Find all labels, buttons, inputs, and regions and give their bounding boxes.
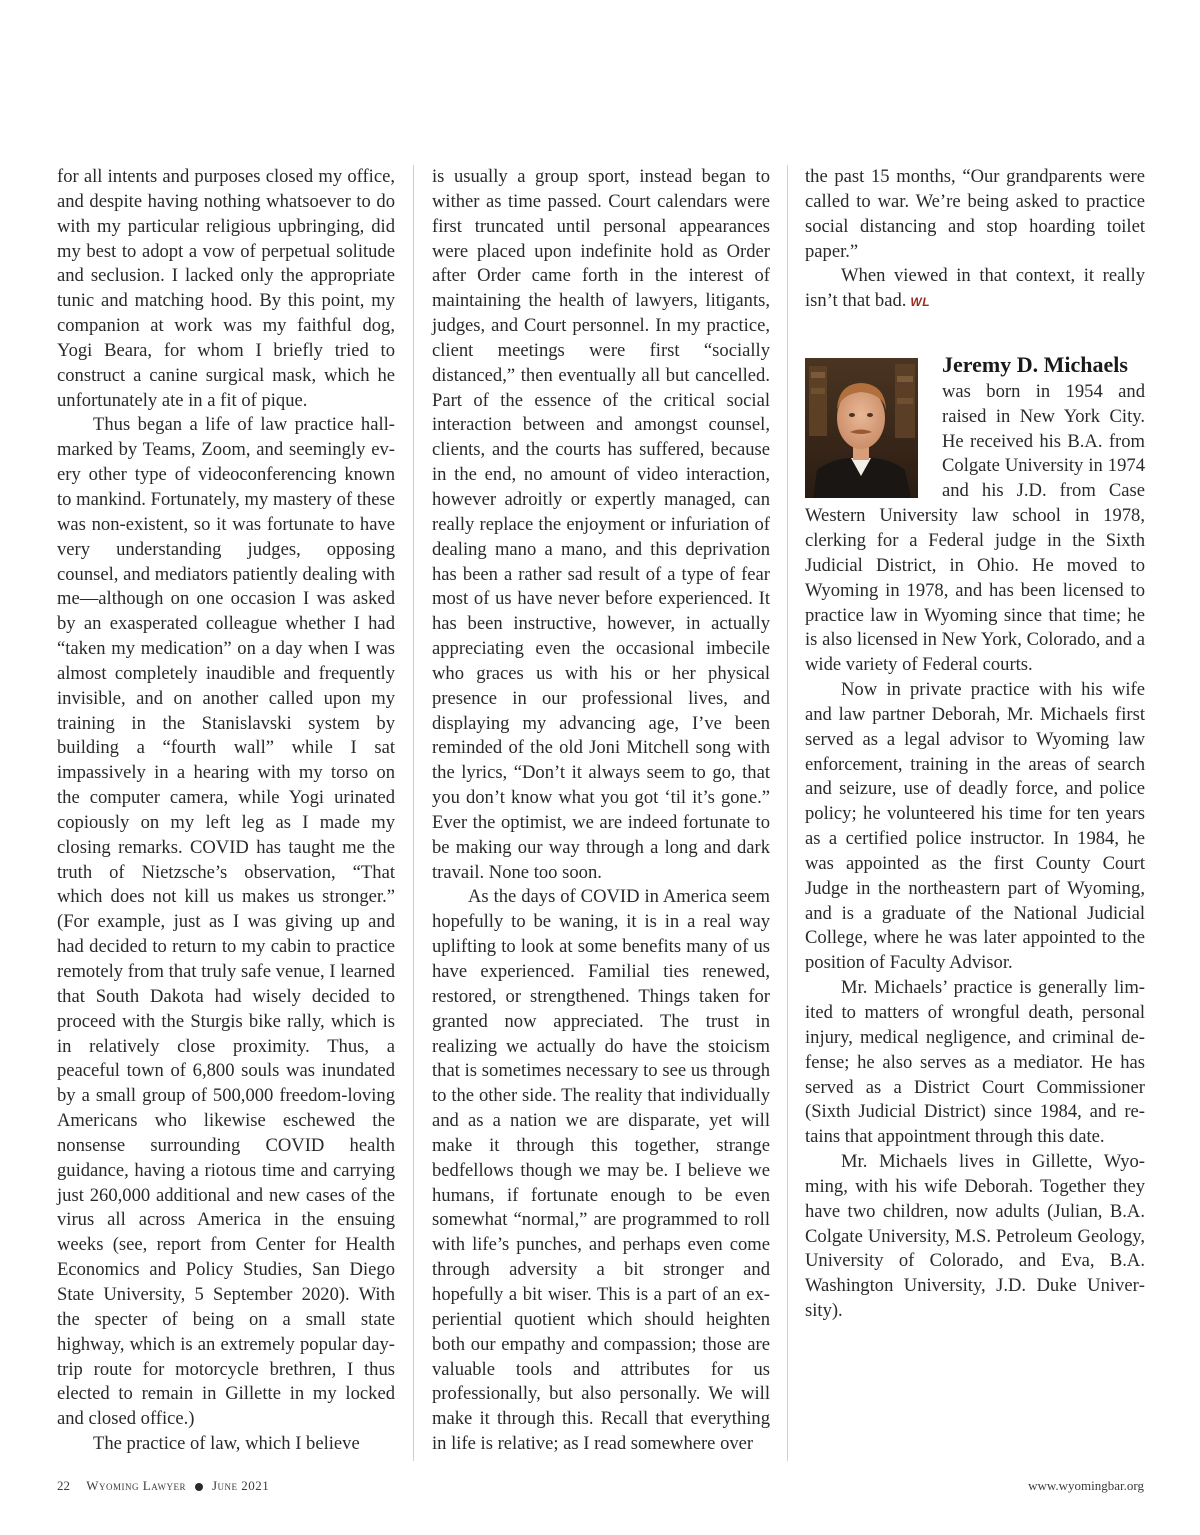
article-column-1 — [57, 165, 395, 1457]
author-name: Jeremy D. Michaels — [942, 352, 1128, 378]
bullet-icon — [195, 1483, 203, 1491]
bio-text: was born in 1954 and raised in New York City. He received his B.A. from Colgate University in 1974 and his J.D. from Case Western University law school in 1978, clerking for a Federal judge in the Sixth Judicial District, in Ohio. He moved to Wyoming in 1978, and has been licensed to practice law in Wyoming since that time; he is also licensed in New York, Colorado, and a wide variety of Federal courts. — [805, 380, 1145, 676]
closing-text: When viewed in that context, it really isn’t that bad. — [805, 265, 1145, 312]
article-paragraph: Thus began a life of law practice hallmarked by Teams, Zoom, and seemingly every other type of videoconferencing known to mankind. Fortunately, my mastery of these was non-existent, so it was fortunate to have very understanding judges, opposing counsel, and mediators patiently dealing with me—although on one occasion I was asked by an exasperated colleague whether I had “taken my medication” on a day when I was almost completely inaudible and frequently invisible, and on another called upon my training in the Stanislavski system by building a “fourth wall” while I sat impassively in a hearing with my torso on the computer camera, while Yogi urinated copiously on my left leg as I made my closing remarks. COVID has taught me the truth of Nietzsche’s observation, “That which does not kill us makes us stronger.” (For example, just as I was giving up and had decided to return to my cabin to practice remotely from that truly safe venue, I learned that South Dakota had wisely decided to proceed with the Sturgis bike rally, which is in relatively close proximity. Thus, a peaceful town of 6,800 souls was inundated by a small group of 500,000 freedom-loving Americans who likewise eschewed the nonsense surrounding COVID health guidance, having a riotous time and carrying just 260,000 additional and new cases of the virus all across America in the ensuing weeks (see, report from Center for Health Economics and Policy Studies, San Diego State University, 5 September 2020). With the specter of being on a small state highway, which is an extremely popular day-trip route for motorcycle brethren, I thus elected to remain in Gillette in my locked and closed office.) — [57, 414, 395, 1430]
article-paragraph: The practice of law, which I believe — [93, 1433, 360, 1455]
bio-paragraph: Mr. Michaels lives in Gillette, Wyoming, with his wife Deborah. Together they have two children, now adults (Julian, B.A. Colgate University, M.S. Petroleum Geology, University of Colorado, and Eva, B.A. Washington University, J.D. Duke University). — [805, 1151, 1145, 1322]
column-divider — [787, 165, 788, 1461]
author-photo — [805, 358, 918, 498]
magazine-title: Wyoming Lawyer — [86, 1478, 186, 1493]
column-divider — [413, 165, 414, 1461]
article-closing-paragraph — [805, 264, 1145, 315]
page-number: 22 — [57, 1478, 70, 1493]
wl-end-mark: WL — [910, 295, 931, 310]
article-paragraph: As the days of COVID in America seem hopefully to be waning, it is in a real way uplifting to look at some benefits many of us have experienced. Familial ties renewed, restored, or strengthened. Things taken for granted now appreciated. The trust in realizing we actually do have the stoicism that is sometimes necessary to see us through to the other side. The reality that individually and as a nation we are disparate, yet will make it through this together, strange bedfellows though we may be. I believe we humans, if fortunate enough to be even somewhat “normal,” are programmed to roll with life’s punches, and perhaps even come through adversity a bit stronger and hopefully a bit wiser. This is a part of an experiential quotient which should heighten both our empathy and compassion; those are valuable tools and attributes for us professionally, but also personally. We will make it through this. Recall that everything in life is relative; as I read somewhere over — [432, 886, 770, 1455]
article-paragraph: is usually a group sport, instead began to wither as time passed. Court calendars were first truncated until personal appearances were placed upon indefinite hold as Order after Order came forth in the interest of maintaining the health of lawyers, litigants, judges, and Court personnel. In my practice, client meetings were first “socially distanced,” then eventually all but cancelled. Part of the essence of the critical social interaction between and amongst counsel, clients, and the courts has suffered, because in the end, no amount of video interaction, however adroitly or expertly managed, can really replace the enjoyment or infuriation of dealing mano a mano, and this deprivation has been a rather sad result of a type of fear most of us have never before experienced. It has been instructive, however, in actually appreciating even the occasional imbecile who graces us with his or her physical presence in our professional lives, and displaying my advancing age, I’ve been reminded of the old Joni Mitchell song with the lyrics, “Don’t it always seem to go, that you don’t know what you got ‘til it’s gone.” Ever the optimist, we are indeed fortunate to be making our way through a long and dark travail. None too soon. — [432, 166, 770, 883]
page-footer-left — [57, 1478, 269, 1494]
website-link[interactable]: www.wyomingbar.org — [1028, 1478, 1144, 1493]
issue-date: June 2021 — [211, 1478, 270, 1493]
bio-paragraph: Mr. Michaels’ practice is generally limited to matters of wrongful death, personal injury, medical negligence, and criminal defense; he also serves as a mediator. He has served as a District Court Commissioner (Sixth Judicial District) since 1984, and retains that appointment through this date. — [805, 977, 1145, 1148]
author-bio — [805, 353, 1145, 1324]
bio-paragraph: Now in private practice with his wife and law partner Deborah, Mr. Michaels first served as a legal advisor to Wyoming law enforcement, training in the areas of search and seizure, use of deadly force, and police policy; he volunteered his time for ten years as a certified police instructor. In 1984, he was appointed as the first County Court Judge in the northeastern part of Wyoming, and is a graduate of the National Judicial College, where he was later appointed to the position of Faculty Advisor. — [805, 679, 1145, 974]
article-paragraph: the past 15 months, “Our grandparents were called to war. We’re being asked to practice social distancing and stop hoarding toilet paper.” — [805, 166, 1145, 262]
article-paragraph: for all intents and purposes closed my office, and despite having nothing whatsoever to do with my particular religious upbringing, did my best to adopt a vow of perpetual solitude and seclusion. I lacked only the appropriate tunic and matching hood. By this point, my companion at work was my faithful dog, Yogi Beara, for whom I briefly tried to construct a canine surgical mask, which he unfortunately ate in a fit of pique. — [57, 166, 395, 411]
article-column-2 — [432, 165, 770, 1457]
article-column-3 — [805, 165, 1145, 1324]
